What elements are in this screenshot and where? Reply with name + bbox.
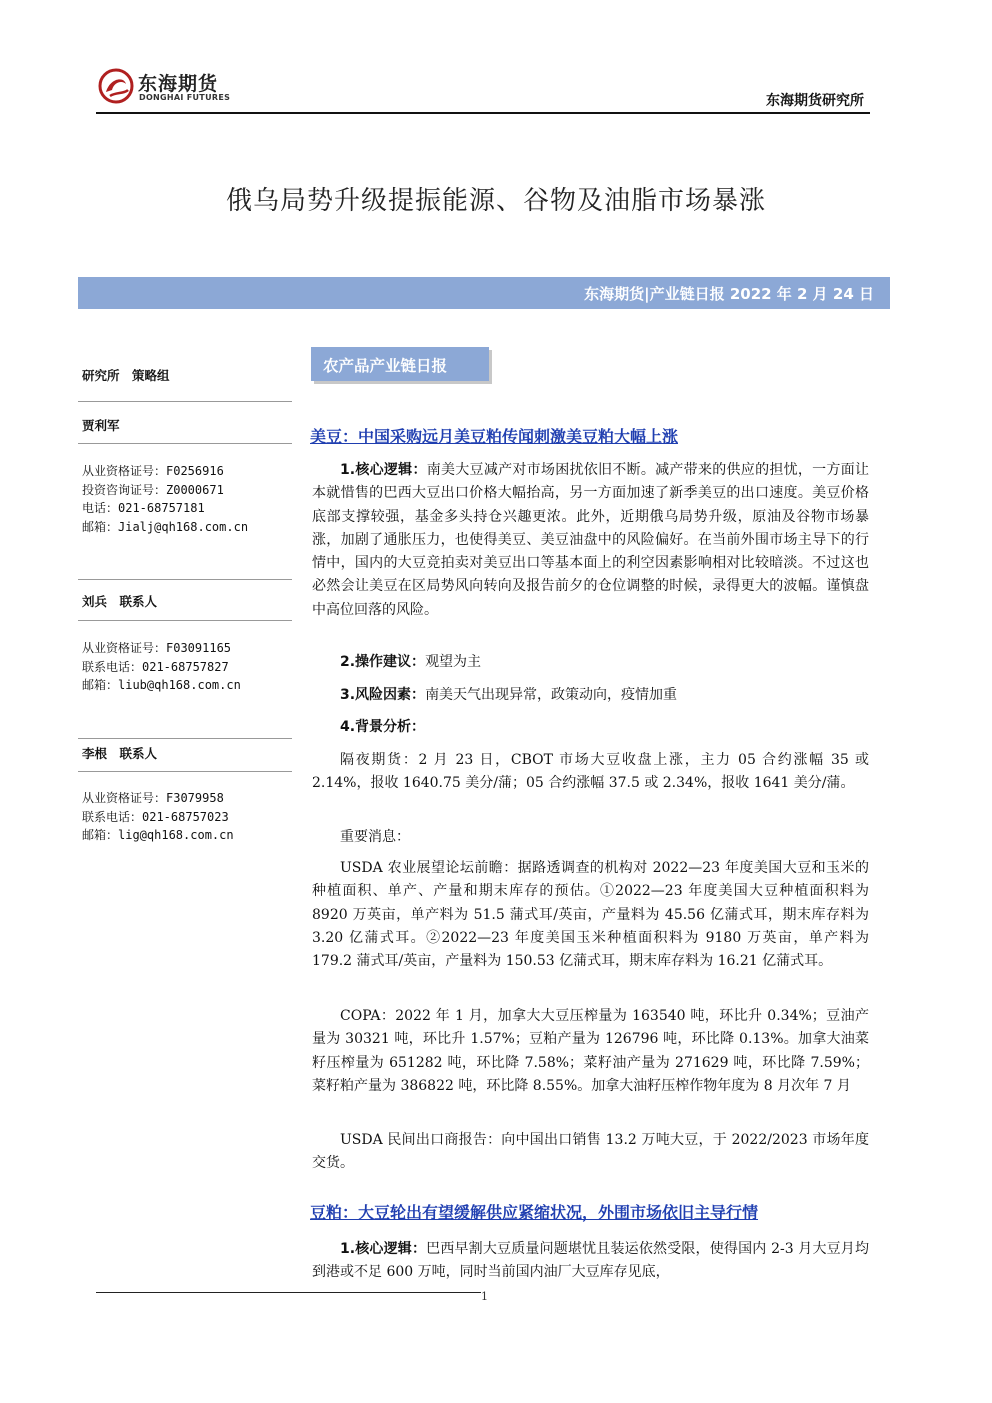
background-label: 4.背景分析：	[340, 719, 426, 735]
analyst-license: 从业资格证号：F0256916	[82, 464, 224, 478]
section-tag-label: 农产品产业链日报	[323, 357, 448, 375]
logo-english-name: DONGHAI FUTURES	[139, 93, 231, 102]
department-label: 研究所 策略组	[82, 368, 170, 383]
background-paragraph: COPA：2022 年 1 月，加拿大大豆压榨量为 163540 吨，环比升 0.34%；豆油产量为 30321 吨，环比升 1.57%；豆粕产量为 126796 吨，环比降 0.13%。加拿大油菜籽压榨量为 651282 吨，环比降 7.58%；菜籽油产量为 271629 吨，环比降 7.59%；菜籽粕产量为 386822 吨，环比降 8.55%。加拿大油籽压榨作物年度为 8 月次年 7 月	[312, 1008, 869, 1094]
analyst-details	[82, 462, 292, 536]
analyst-details	[82, 639, 292, 695]
analyst-license: 从业资格证号：F3079958	[82, 791, 224, 805]
analyst-phone: 电话：021-68757181	[82, 501, 205, 515]
report-banner	[78, 277, 890, 309]
sidebar-divider	[78, 771, 292, 772]
analyst-email: 邮箱：lig@qh168.com.cn	[82, 828, 234, 842]
analyst-block	[82, 592, 292, 610]
core-logic-label: 1.核心逻辑：	[340, 1241, 427, 1257]
section-title-soymeal[interactable]: 豆粕：大豆轮出有望缓解供应紧缩状况，外围市场依旧主导行情	[310, 1203, 759, 1222]
background-paragraph: 隔夜期货：2 月 23 日，CBOT 市场大豆收盘上涨，主力 05 合约涨幅 35 或 2.14%，报收 1640.75 美分/蒲；05 合约涨幅 37.5 或 2.34%，报收 1641 美分/蒲。	[312, 752, 869, 792]
operation-paragraph	[312, 651, 869, 674]
analyst-email: 邮箱：liub@qh168.com.cn	[82, 678, 241, 692]
core-logic-text: 巴西早割大豆质量问题堪忧且装运依然受限，使得国内 2-3 月大豆月均到港或不足 600 万吨，同时当前国内油厂大豆库存见底，	[312, 1241, 869, 1281]
analyst-name: 刘兵 联系人	[82, 594, 158, 609]
organization-name: 东海期货研究所	[766, 93, 864, 109]
operation-text: 观望为主	[425, 654, 482, 670]
analyst-phone: 联系电话：021-68757827	[82, 659, 229, 674]
risk-text: 南美天气出现异常，政策动向，疫情加重	[425, 687, 678, 703]
core-logic-label: 1.核心逻辑：	[340, 462, 427, 478]
operation-label: 2.操作建议：	[340, 654, 426, 670]
sidebar-divider	[78, 579, 292, 580]
analyst-name: 李根 联系人	[82, 746, 158, 761]
sidebar-divider	[78, 620, 292, 621]
analyst-block	[82, 744, 292, 762]
core-logic-text: 南美大豆减产对市场困扰依旧不断。减产带来的供应的担忧，一方面让本就惜售的巴西大豆出口价格大幅抬高，另一方面加速了新季美豆的出口速度。美豆价格底部支撑较强，基金多头持仓兴趣更浓。此外，近期俄乌局势升级，原油及谷物市场暴涨，加剧了通胀压力，也使得美豆、美豆油盘中的风险偏好。在当前外围市场主导下的行情中，国内的大豆竞拍卖对美豆出口等基本面上的利空因素影响相对比较暗淡。不过这也必然会让美豆在区局势风向转向及报告前夕的仓位调整的时候，录得更大的波幅。谨慎盘中高位回落的风险。	[312, 462, 869, 618]
footer-divider	[96, 1292, 481, 1293]
background-heading	[312, 716, 869, 739]
core-logic-paragraph	[312, 459, 869, 622]
report-title: 俄乌局势升级提振能源、谷物及油脂市场暴涨	[225, 186, 766, 216]
section-title-soybean[interactable]: 美豆：中国采购远月美豆粕传闻刺激美豆粕大幅上涨	[310, 427, 679, 446]
analyst-consult-license: 投资咨询证号：Z0000671	[82, 482, 224, 497]
sidebar-divider	[78, 401, 292, 402]
risk-label: 3.风险因素：	[340, 687, 426, 703]
sidebar-divider	[78, 738, 292, 739]
analyst-license: 从业资格证号：F03091165	[82, 641, 232, 655]
analyst-phone: 联系电话：021-68757023	[82, 809, 229, 824]
page-number: 1	[481, 1290, 488, 1303]
risk-paragraph	[312, 684, 869, 707]
analyst-block	[82, 416, 292, 434]
core-logic-paragraph	[312, 1238, 869, 1285]
dragon-logo-icon	[96, 66, 136, 106]
sidebar-divider	[78, 443, 292, 444]
section-tag	[311, 347, 489, 381]
analyst-email: 邮箱：Jialj@qh168.com.cn	[82, 519, 249, 534]
banner-text: 东海期货|产业链日报 2022 年 2 月 24 日	[584, 285, 874, 303]
logo-chinese-name: 东海期货	[138, 73, 219, 95]
donghai-logo	[96, 66, 246, 110]
background-paragraph: USDA 农业展望论坛前瞻：据路透调查的机构对 2022—23 年度美国大豆和玉米的种植面积、单产、产量和期末库存的预估。①2022—23 年度美国大豆种植面积料为 8920 万英亩，单产料为 51.5 蒲式耳/英亩，产量料为 45.56 亿蒲式耳，期末库存料为 3.20 亿蒲式耳。②2022—23 年度美国玉米种植面积料为 9180 万英亩，单产料为 179.2 蒲式耳/英亩，产量料为 150.53 亿蒲式耳，期末库存料为 16.21 亿蒲式耳。	[312, 860, 869, 970]
analyst-name: 贾利军	[82, 418, 120, 433]
analyst-details	[82, 789, 292, 845]
background-paragraph: 重要消息：	[340, 829, 410, 845]
background-paragraph: USDA 民间出口商报告：向中国出口销售 13.2 万吨大豆，于 2022/2023 市场年度交货。	[312, 1132, 869, 1172]
header-divider	[96, 112, 870, 114]
